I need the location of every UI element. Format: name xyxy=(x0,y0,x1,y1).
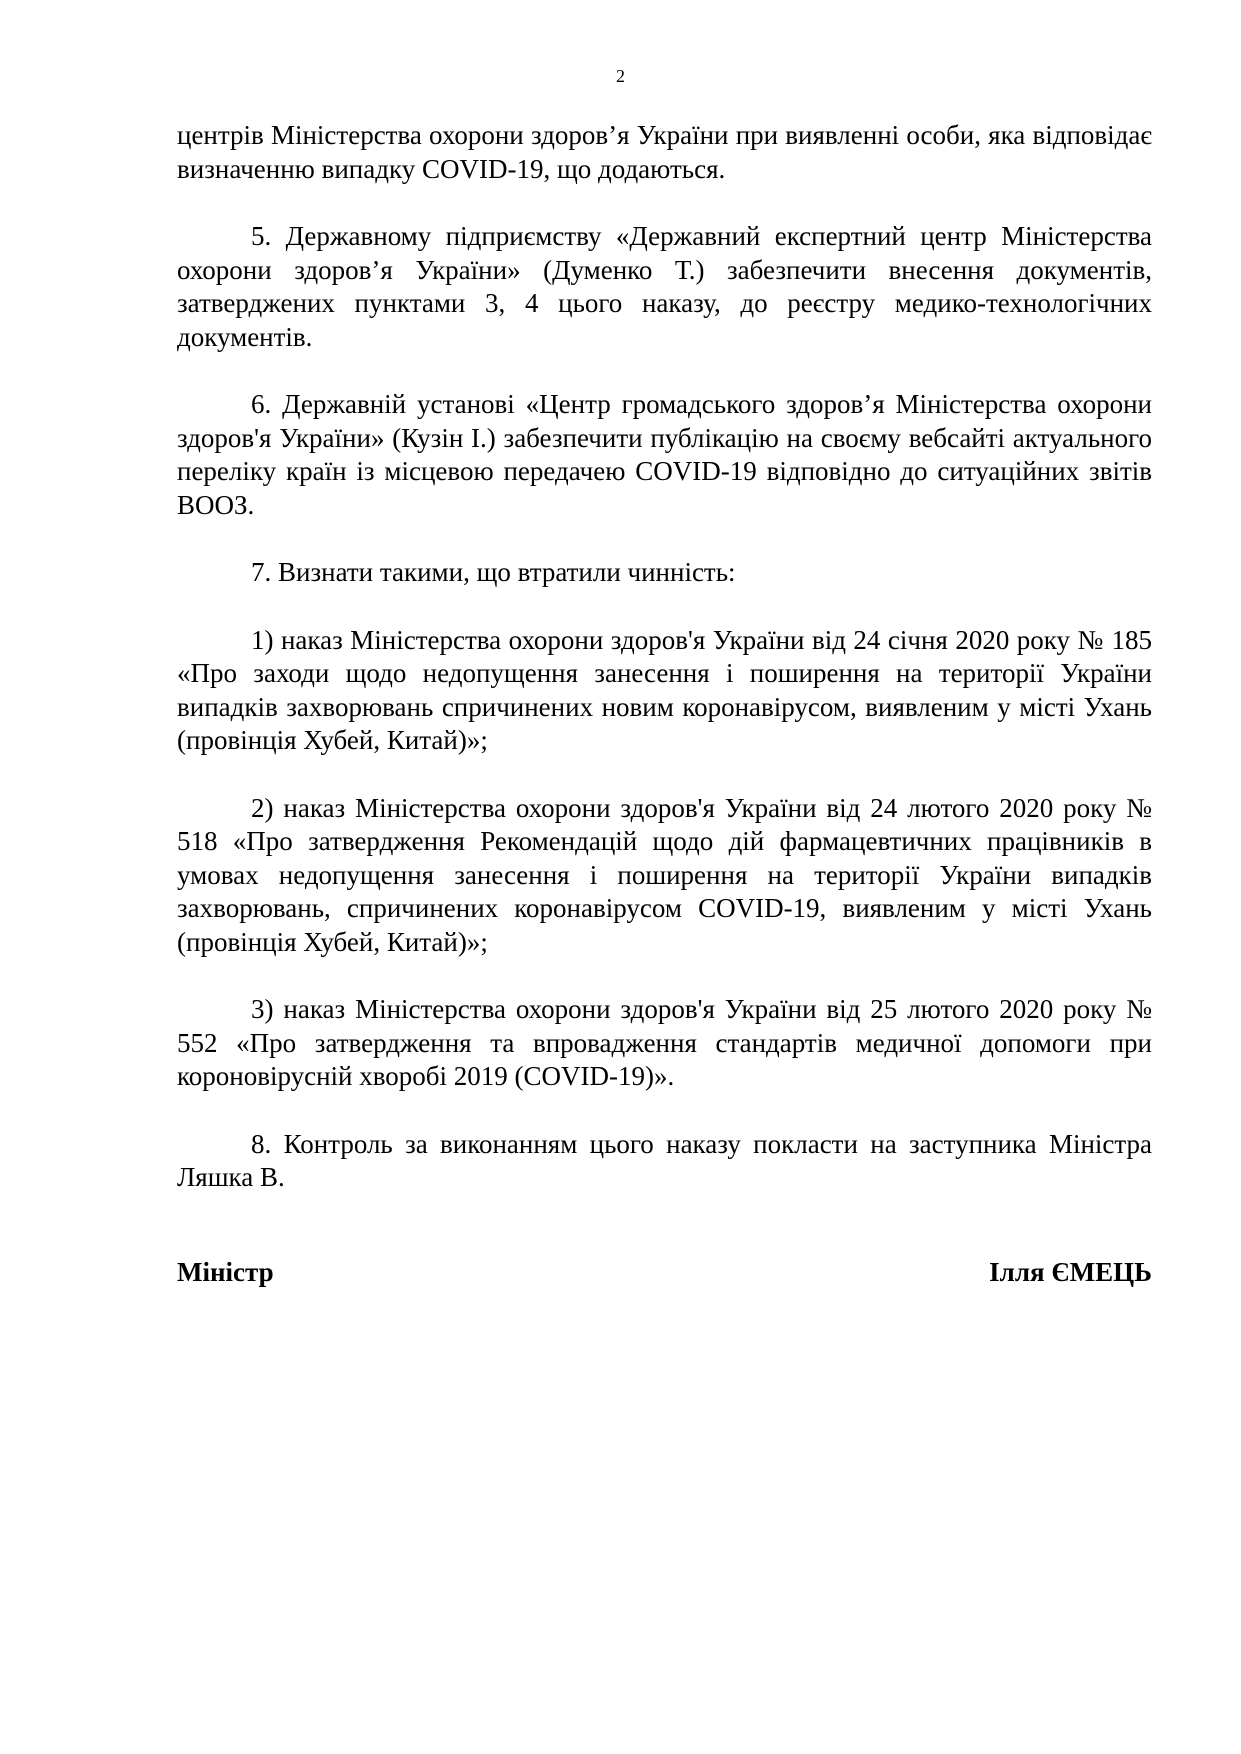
paragraph-item-8: 8. Контроль за виконанням цього наказу покласти на заступника Міністра Ляшка В. xyxy=(177,1128,1152,1192)
signature-block xyxy=(177,1255,1152,1289)
paragraph-continuation: центрів Міністерства охорони здоров’я України при виявленні особи, яка відповідає визначенню випадку COVID-19, що додаються. xyxy=(177,120,1152,184)
signature-title: Міністр xyxy=(177,1257,274,1287)
paragraph-item-7: 7. Визнати такими, що втратили чинність: xyxy=(251,557,736,587)
paragraph-subitem-2: 2) наказ Міністерства охорони здоров'я України від 24 лютого 2020 року № 518 «Про затвердження Рекомендацій щодо дій фармацевтичних працівників в умовах недопущення занесення і поширення на території України випадків захворювань, спричинених коронавірусом COVID-19, виявленим у місті Ухань (провінція Хубей, Китай)»; xyxy=(177,792,1152,957)
paragraph-item-6: 6. Державній установі «Центр громадського здоров’я Міністерства охорони здоров'я України» (Кузін І.) забезпечити публікацію на своєму вебсайті актуального переліку країн із місцевою передачею COVID-19 відповідно до ситуаційних звітів ВООЗ. xyxy=(177,389,1152,520)
signature-name: Ілля ЄМЕЦЬ xyxy=(989,1257,1152,1287)
paragraph-subitem-3: 3) наказ Міністерства охорони здоров'я України від 25 лютого 2020 року № 552 «Про затвердження та впровадження стандартів медичної допомоги при короновірусній хворобі 2019 (COVID-19)». xyxy=(177,994,1152,1091)
document-body xyxy=(177,119,1152,1229)
paragraph-subitem-1: 1) наказ Міністерства охорони здоров'я України від 24 січня 2020 року № 185 «Про заходи щодо недопущення занесення і поширення на території України випадків захворювань спричинених новим коронавірусом, виявленим у місті Ухань (провінція Хубей, Китай)»; xyxy=(177,624,1152,755)
page-number: 2 xyxy=(616,66,625,86)
paragraph-item-5: 5. Державному підприємству «Державний експертний центр Міністерства охорони здоров’я України» (Думенко Т.) забезпечити внесення документів, затверджених пунктами 3, 4 цього наказу, до реєстру медико-технологічних документів. xyxy=(177,221,1152,352)
